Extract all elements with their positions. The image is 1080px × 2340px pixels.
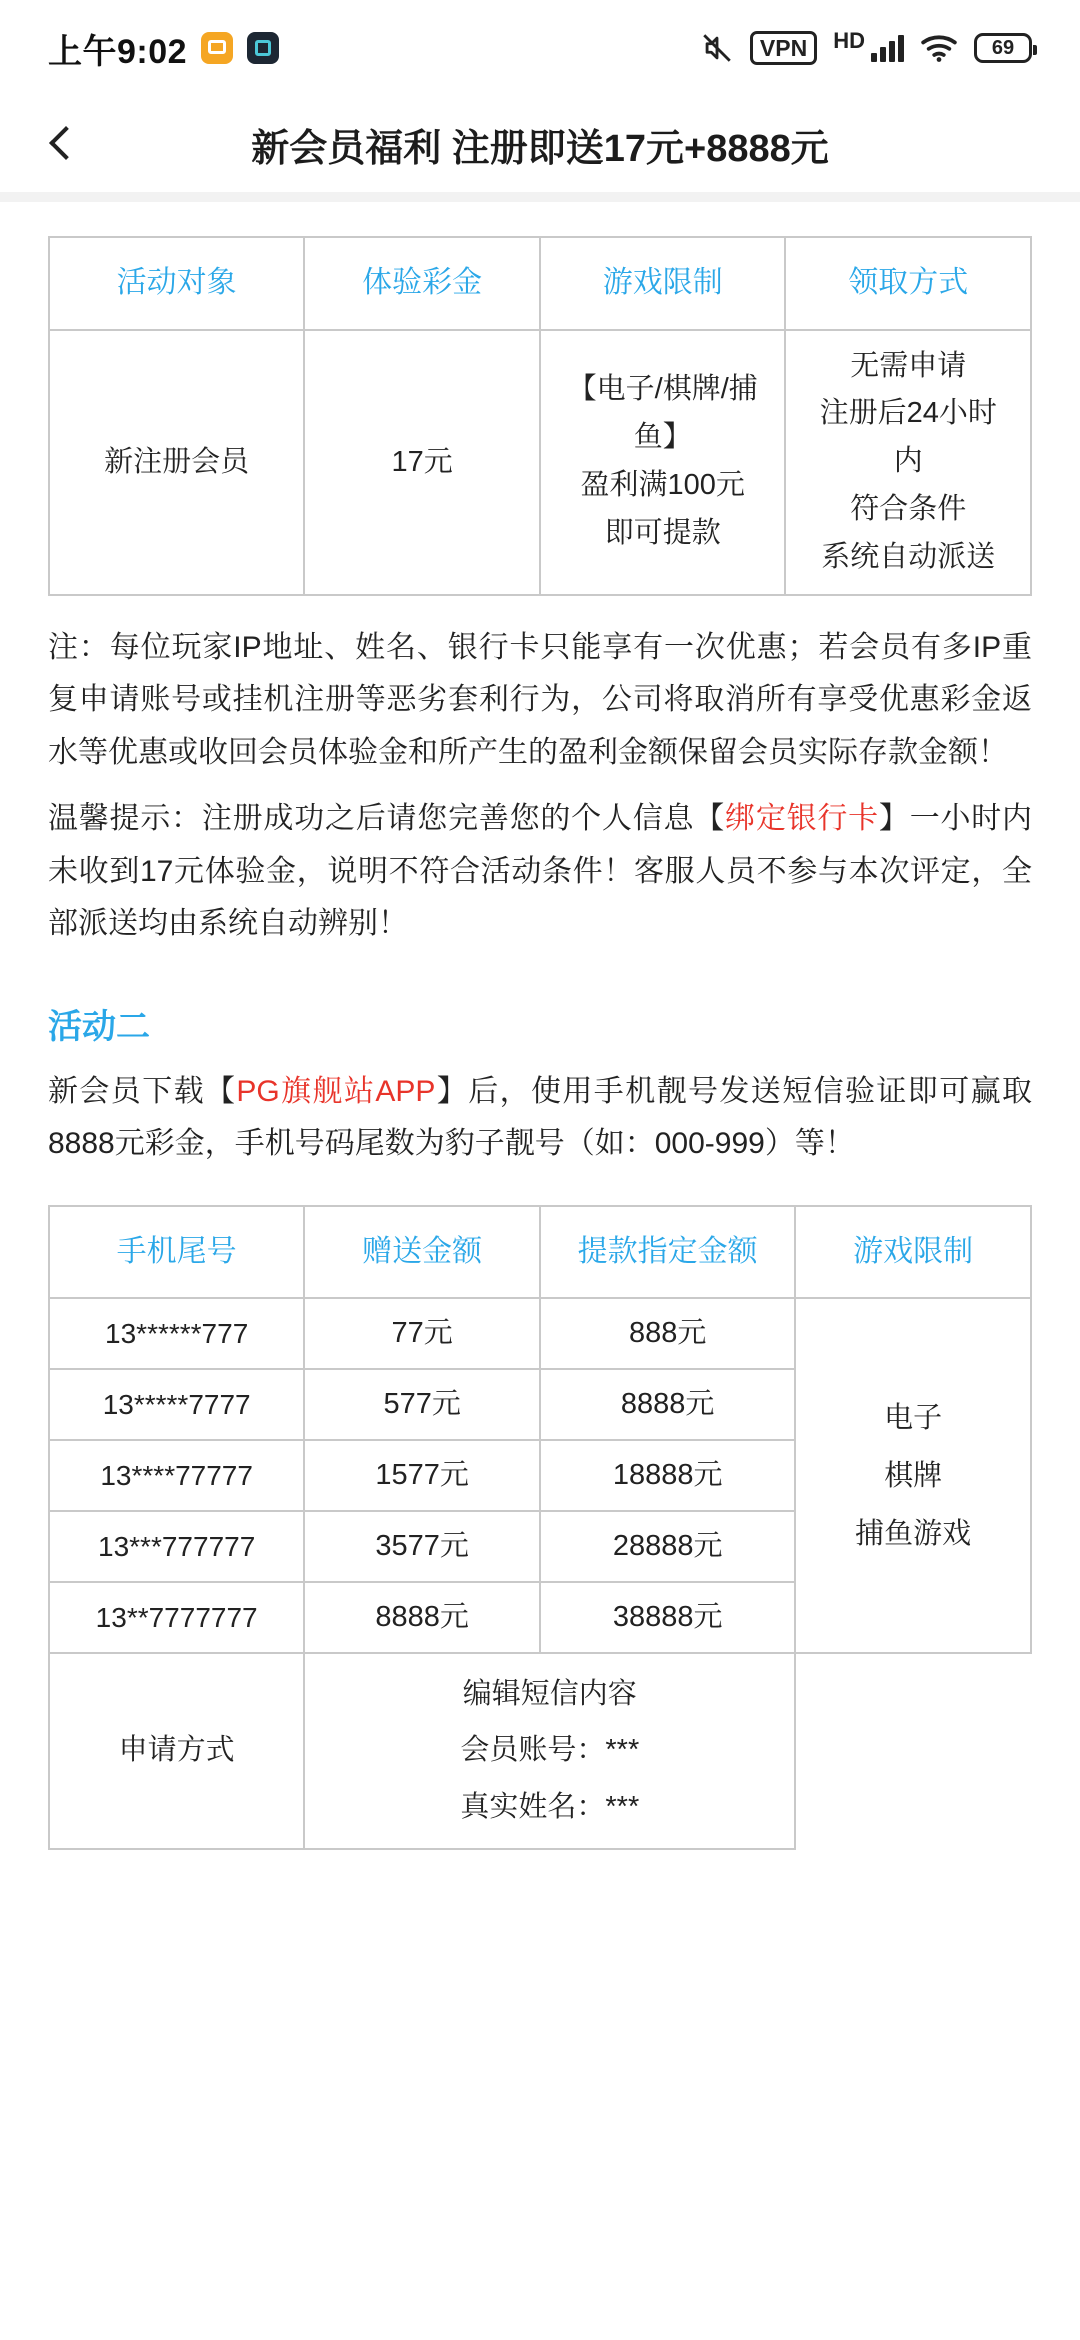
note-tips-highlight: 绑定银行卡 [725, 802, 879, 836]
activity2-desc-highlight: PG旗舰站APP [236, 1074, 436, 1108]
table2-withdraw: 28888元 [540, 1511, 795, 1582]
table2-bonus: 3577元 [304, 1511, 540, 1582]
table1-game-limit [540, 330, 786, 595]
table2-apply-line: 真实姓名：*** [460, 1791, 640, 1823]
table-header-row [49, 237, 1031, 330]
table2-bonus: 577元 [304, 1369, 540, 1440]
table2-header-2: 提款指定金额 [540, 1206, 795, 1299]
wifi-icon [920, 33, 958, 63]
table2-bonus: 8888元 [304, 1582, 540, 1653]
table2-tail: 13*****7777 [49, 1369, 304, 1440]
signal-icon [871, 34, 904, 62]
page-title: 新会员福利 注册即送17元+8888元 [251, 127, 829, 170]
table2-game-limit-line: 捕鱼游戏 [855, 1517, 972, 1550]
table2-withdraw: 8888元 [540, 1369, 795, 1440]
table1-claim-line: 符合条件 [850, 493, 967, 526]
table2-header-0: 手机尾号 [49, 1206, 304, 1299]
table2-game-limit-line: 电子 [884, 1401, 943, 1434]
table1-header-3: 领取方式 [785, 237, 1031, 330]
table2-tail: 13***777777 [49, 1511, 304, 1582]
activity2-title: 活动二 [48, 1007, 150, 1046]
activity1-table [48, 236, 1032, 596]
status-bar-left [48, 24, 279, 73]
activity2-desc-part2: 】后，使用手机靓号发送短信验证即可赢取8888元彩金，手机号码尾数为豹子靓号（如：000-999）等！ [48, 1074, 1033, 1161]
table2-apply-content [304, 1653, 795, 1849]
vpn-icon: VPN [750, 31, 817, 65]
table2-apply-line: 会员账号：*** [460, 1734, 640, 1767]
table2-apply-label: 申请方式 [49, 1653, 304, 1849]
battery-icon: 69 [974, 33, 1032, 63]
table-header-row [49, 1206, 1031, 1299]
table1-claim-line: 注册后24小时 [819, 397, 997, 430]
table1-game-limit-line: 即可提款 [604, 516, 721, 549]
table1-header-1: 体验彩金 [304, 237, 540, 330]
table2-withdraw: 888元 [540, 1298, 795, 1369]
table2-header-1: 赠送金额 [304, 1206, 540, 1299]
table1-claim-line: 无需申请 [850, 349, 967, 382]
dark-square-icon [247, 32, 279, 64]
mute-icon [700, 31, 734, 65]
back-chevron-icon[interactable] [40, 122, 84, 166]
table1-game-limit-line: 【电子/棋牌/捕 [567, 373, 758, 406]
table2-header-3: 游戏限制 [795, 1206, 1031, 1299]
table1-header-2: 游戏限制 [540, 237, 786, 330]
table2-tail: 13******777 [49, 1298, 304, 1369]
orange-square-icon [201, 32, 233, 64]
table1-game-limit-line: 盈利满100元 [580, 469, 745, 502]
table2-bonus: 1577元 [304, 1440, 540, 1511]
status-time: 上午9:02 [48, 32, 188, 71]
table2-tail: 13****77777 [49, 1440, 304, 1511]
table1-target: 新注册会员 [49, 330, 304, 595]
status-bar-right [700, 28, 1032, 68]
hd-icon: HD [833, 28, 865, 53]
table2-apply-line: 编辑短信内容 [462, 1677, 637, 1710]
note-ip-restriction: 注：每位玩家IP地址、姓名、银行卡只能享有一次优惠；若会员有多IP重复申请账号或挂机注册等恶劣套利行为，公司将取消所有享受优惠彩金返水等优惠或收回会员体验金和所产生的盈利金额保留会员实际存款金额！ [48, 630, 1032, 769]
table2-bonus: 77元 [304, 1298, 540, 1369]
note-tips [48, 793, 1032, 951]
status-bar [0, 0, 1080, 96]
activity2-table [48, 1205, 1032, 1850]
header-bar [0, 96, 1080, 192]
table1-game-limit-line: 鱼】 [633, 421, 692, 454]
header-divider [0, 192, 1080, 202]
table-row [49, 330, 1031, 595]
page-content [0, 236, 1080, 1850]
table-row-apply [49, 1653, 1031, 1849]
table1-claim [785, 330, 1031, 595]
table1-bonus: 17元 [304, 330, 540, 595]
activity2-desc-part1: 新会员下载【 [48, 1074, 237, 1108]
activity2-description [48, 1066, 1032, 1171]
table1-header-0: 活动对象 [49, 237, 304, 330]
note-tips-prefix: 温馨提示：注册成功之后请您完善您的个人信息【 [48, 802, 726, 836]
table2-tail: 13**7777777 [49, 1582, 304, 1653]
table2-game-limit [795, 1298, 1031, 1653]
table-row [49, 1298, 1031, 1369]
table1-claim-line: 内 [893, 445, 923, 478]
note-tips-suffix: 】一小时内未收到17元体验金，说明不符合活动条件！客服人员不参与本次评定，全部派送均由系统自动辨别！ [48, 802, 1033, 941]
table2-withdraw: 18888元 [540, 1440, 795, 1511]
table2-game-limit-line: 棋牌 [884, 1459, 943, 1492]
table2-withdraw: 38888元 [540, 1582, 795, 1653]
table1-claim-line: 系统自动派送 [821, 540, 996, 573]
